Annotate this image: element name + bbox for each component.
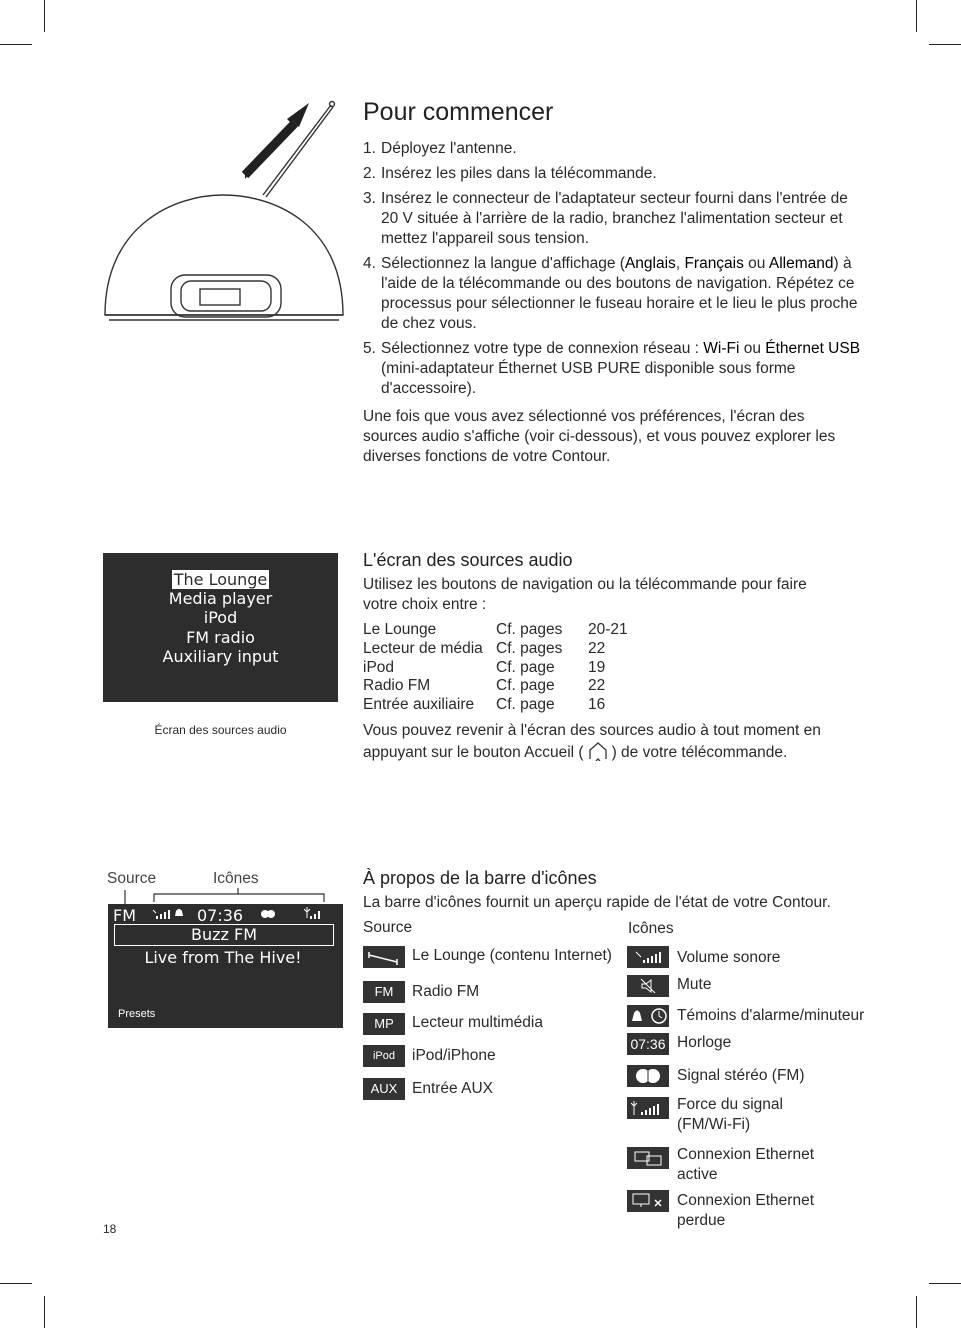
audio-sources-screen [103,553,338,702]
table-cell: Cf. page [496,677,555,695]
steps-list [363,139,863,404]
table-cell: 20-21 [588,621,628,638]
crop-mark [916,1296,917,1328]
step-number: 5. [363,340,376,357]
return-text: Vous pouvez revenir à l'écran des sources audio à tout moment en appuyant sur le bouton Accueil ( [363,722,821,761]
source-label: Radio FM [412,983,480,1000]
table-cell: iPod [363,658,395,676]
step-text: Sélectionnez la langue d'affichage ( [381,255,625,272]
source-label: Le Lounge (contenu Internet) [412,947,612,964]
crop-mark [44,0,45,32]
table-row [363,677,628,696]
source-page-table [363,621,628,715]
source-label: Entrée AUX [412,1080,493,1097]
screen-time: 07:36 [197,906,244,925]
screen-caption: Écran des sources audio [154,723,287,737]
source-item: iPod [203,608,238,628]
option-german: Allemand [768,255,834,272]
step-5 [363,339,863,399]
crop-mark [0,1283,32,1284]
page-number: 18 [103,1222,117,1236]
source-item: Auxiliary input [162,646,279,666]
step-text: (mini-adaptateur Éthernet USB PURE disponible sous forme d'accessoire). [381,360,796,397]
label-icons: Icônes [213,870,259,887]
icon-label: Volume sonore [677,949,781,966]
step-2 [363,164,863,184]
section-title-audio-sources: L'écran des sources audio [363,550,573,570]
table-cell: Radio FM [363,677,431,695]
table-row [363,659,628,678]
section-title-icon-bar: À propos de la barre d'icônes [363,868,597,888]
fm-badge: FM [363,981,405,1003]
crop-mark [929,44,961,45]
step-number: 4. [363,255,376,272]
source-label: Lecteur multimédia [412,1014,543,1031]
screen-text: Live from The Hive! [144,948,302,967]
signal-strength-icon [627,1097,669,1119]
separator: , [675,255,685,272]
icon-label: Horloge [677,1034,732,1051]
table-cell: Lecteur de média [363,639,483,657]
table-row [363,621,628,640]
alarm-timer-icon [627,1005,669,1027]
icon-bar-lead: La barre d'icônes fournit un aperçu rapide de l'état de votre Contour. [363,894,831,911]
option-ethernet: Éthernet USB [765,340,861,357]
icon-label: Connexion Ethernet active [677,1146,815,1183]
lounge-icon [363,946,405,968]
table-cell: Cf. page [496,696,555,714]
option-wifi: Wi-Fi [703,340,740,357]
step-text: Insérez les piles dans la télécommande. [381,165,657,182]
table-cell: Cf. pages [496,639,563,657]
separator: ou [743,255,769,272]
ipod-badge: iPod [363,1045,405,1067]
icon-label: Signal stéréo (FM) [677,1067,805,1084]
screen-station: Buzz FM [114,924,334,946]
screen-source: FM [113,906,137,925]
icon-bar-screen [108,904,343,1028]
step-4 [363,254,863,334]
separator: ou [739,340,766,357]
return-home-paragraph [363,721,853,763]
icon-label: Mute [677,976,712,993]
volume-icon [152,908,174,920]
table-cell: 22 [588,677,606,695]
mute-icon [627,975,669,997]
sources-heading: Source [363,919,413,936]
stereo-icon [627,1065,669,1087]
radio-illustration [95,95,355,335]
table-cell: 19 [588,658,606,676]
icons-heading: Icônes [628,920,674,937]
mp-badge: MP [363,1013,405,1035]
crop-mark [0,44,32,45]
crop-mark [916,0,917,32]
source-label: iPod/iPhone [412,1047,496,1064]
step-number: 3. [363,190,376,207]
clock-badge: 07:36 [627,1033,669,1055]
table-row [363,696,628,715]
screen-presets: Presets [118,1008,156,1020]
table-cell: Entrée auxiliaire [363,696,475,714]
step-1 [363,139,863,159]
table-cell: Cf. page [496,658,555,676]
audio-sources-lead: Utilisez les boutons de navigation ou la télécommande pour faire votre choix entre : [363,576,807,613]
icon-label: Témoins d'alarme/minuteur [677,1007,865,1024]
aux-badge: AUX [363,1078,405,1100]
table-cell: 22 [588,639,606,657]
signal-icon [304,906,322,920]
return-text: ) de votre télécommande. [611,744,788,761]
crop-mark [929,1283,961,1284]
source-item-selected: The Lounge [173,570,268,589]
icon-label: Force du signal (FM/Wi-Fi) [677,1096,783,1133]
label-source: Source [107,870,157,887]
step-text: Insérez le connecteur de l'adaptateur secteur fourni dans l'entrée de 20 V située à l'arrière de la radio, branchez l'alimentation secteur et mettez l'appareil sous tension. [381,190,848,247]
source-item: Media player [168,589,273,609]
step-number: 2. [363,165,376,182]
page-title: Pour commencer [363,98,554,126]
option-english: Anglais [624,255,676,272]
crop-mark [44,1296,45,1328]
source-item: FM radio [186,627,255,647]
home-icon [587,741,609,761]
stereo-icon [260,909,276,919]
intro-paragraph: Une fois que vous avez sélectionné vos préférences, l'écran des sources audio s'affiche (voir ci-dessous), et vous pouvez explorer les diverses fonctions de votre Contour. [363,408,836,465]
icon-label: Connexion Ethernet perdue [677,1192,815,1229]
step-text: Sélectionnez votre type de connexion réseau : [381,340,704,357]
step-text: Déployez l'antenne. [381,140,517,157]
ethernet-lost-icon [627,1190,669,1212]
ethernet-active-icon [627,1147,669,1169]
step-3 [363,189,863,249]
volume-icon [627,946,669,968]
table-cell: Cf. pages [496,621,563,638]
table-row [363,640,628,659]
alarm-icon [174,907,184,919]
option-french: Français [684,255,744,272]
table-cell: 16 [588,696,606,714]
step-number: 1. [363,140,376,157]
step-text: ) à l'aide de la télécommande ou des boutons de navigation. Répétez ce processus pour sélectionner le fuseau horaire et le lieu le plus proche de chez vous. [381,255,858,332]
table-cell: Le Lounge [363,621,437,638]
